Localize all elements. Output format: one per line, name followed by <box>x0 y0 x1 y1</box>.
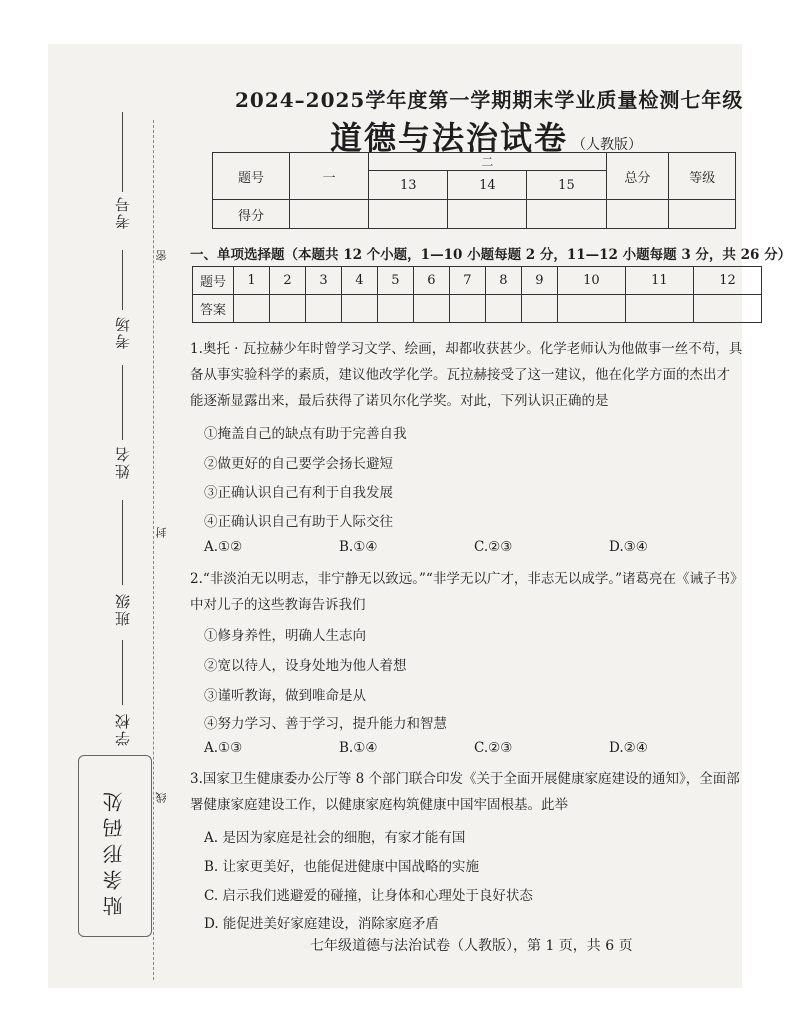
q1-line3: 能逐渐显露出来，最后获得了诺贝尔化学奖。对此，下列认识正确的是 <box>190 393 609 409</box>
score-cell-15 <box>527 200 606 229</box>
seal-word-mi: 密 <box>155 250 168 261</box>
answer-cell[interactable] <box>693 295 761 323</box>
q1-choice-d[interactable]: D.③④ <box>609 539 648 555</box>
class-line <box>122 500 123 585</box>
section1-heading: 一、单项选择题（本题共 12 个小题，1—10 小题每题 2 分，11—12 小题每题 3 分，共 26 分） <box>190 247 792 263</box>
answer-h-num: 12 <box>693 267 761 295</box>
q1-choice-b[interactable]: B.①④ <box>339 539 378 555</box>
q1-choice-c[interactable]: C.②③ <box>474 539 513 555</box>
answer-cell[interactable] <box>521 295 557 323</box>
exam-room-line <box>122 250 123 310</box>
seal-word-xian: 线 <box>155 792 168 803</box>
exam-number-line <box>122 112 123 192</box>
school-label: 学校 <box>114 712 132 746</box>
answer-h-num: 2 <box>269 267 305 295</box>
score-h-13: 13 <box>369 171 448 200</box>
score-cell-part1 <box>290 200 369 229</box>
answer-h-question: 题号 <box>193 267 234 295</box>
answer-h-num: 9 <box>521 267 557 295</box>
score-cell-13 <box>369 200 448 229</box>
score-h-14: 14 <box>448 171 527 200</box>
q1-statement-2: ②做更好的自己要学会扬长避短 <box>204 456 393 472</box>
q2-statement-3: ③谨听教诲，做到唯命是从 <box>204 688 366 704</box>
answer-h-num: 10 <box>557 267 625 295</box>
q1-statement-3: ③正确认识自己有利于自我发展 <box>204 485 393 501</box>
answer-cell[interactable] <box>449 295 485 323</box>
score-h-question: 题号 <box>213 153 290 200</box>
answer-h-num: 7 <box>449 267 485 295</box>
q1-line1: 1.奥托 · 瓦拉赫少年时曾学习文学、绘画，却都收获甚少。化学老师认为他做事一丝不苟，具 <box>190 341 743 357</box>
exam-room-label: 考场 <box>114 315 132 349</box>
q2-choice-c[interactable]: C.②③ <box>474 740 513 756</box>
answer-cell[interactable] <box>557 295 625 323</box>
q1-line2: 备从事实验科学的素质，建议他改学化学。瓦拉赫接受了这一建议，他在化学方面的杰出才 <box>190 367 730 383</box>
score-h-15: 15 <box>527 171 606 200</box>
score-h-total: 总分 <box>606 153 669 200</box>
score-cell-14 <box>448 200 527 229</box>
page-footer: 七年级道德与法治试卷（人教版），第 1 页，共 6 页 <box>310 938 633 954</box>
q3-line2: 署健康家庭建设工作，以健康家庭构筑健康中国牢固根基。此举 <box>190 797 568 813</box>
answer-h-num: 4 <box>341 267 377 295</box>
q2-choice-d[interactable]: D.②④ <box>609 740 648 756</box>
q2-line2: 中对儿子的这些教诲告诉我们 <box>190 597 366 613</box>
q2-choice-a[interactable]: A.①③ <box>204 740 243 756</box>
q3-choice-c[interactable]: C. 启示我们逃避爱的碰撞，让身体和心理处于良好状态 <box>204 888 533 904</box>
q3-choice-d[interactable]: D. 能促进美好家庭建设，消除家庭矛盾 <box>204 916 439 932</box>
question-1-stem <box>190 336 745 414</box>
exam-edition: （人教版） <box>572 137 643 153</box>
q3-line1: 3.国家卫生健康委办公厅等 8 个部门联合印发《关于全面开展健康家庭建设的通知》，全面部 <box>190 771 740 787</box>
score-h-grade: 等级 <box>669 153 736 200</box>
score-cell-total <box>606 200 669 229</box>
name-line <box>122 365 123 440</box>
q3-choice-a[interactable]: A. 是因为家庭是社会的细胞，有家才能有国 <box>204 830 466 846</box>
answer-h-num: 3 <box>305 267 341 295</box>
question-3-stem <box>190 766 745 818</box>
exam-number-label: 考号 <box>114 195 132 229</box>
answer-cell[interactable] <box>269 295 305 323</box>
score-h-part2: 二 <box>369 153 606 171</box>
q2-choices <box>204 740 734 756</box>
score-r-label: 得分 <box>213 200 290 229</box>
score-h-part1: 一 <box>290 153 369 200</box>
school-line <box>122 640 123 705</box>
answer-h-num: 5 <box>377 267 413 295</box>
answer-cell[interactable] <box>234 295 270 323</box>
answer-r-label: 答案 <box>193 295 234 323</box>
answer-h-num: 6 <box>413 267 449 295</box>
score-table <box>212 152 736 229</box>
barcode-box <box>78 755 152 937</box>
q2-choice-b[interactable]: B.①④ <box>339 740 378 756</box>
answer-h-num: 8 <box>485 267 521 295</box>
answer-cell[interactable] <box>305 295 341 323</box>
q1-statement-1: ①掩盖自己的缺点有助于完善自我 <box>204 426 407 442</box>
seal-word-feng: 封 <box>155 527 168 538</box>
q1-choice-a[interactable]: A.①② <box>204 539 243 555</box>
q1-choices <box>204 539 734 555</box>
question-2-stem <box>190 566 745 618</box>
answer-table <box>192 266 762 323</box>
class-label: 班级 <box>114 592 132 626</box>
q2-statement-1: ①修身养性，明确人生志向 <box>204 628 366 644</box>
answer-h-num: 11 <box>625 267 693 295</box>
answer-cell[interactable] <box>377 295 413 323</box>
q2-statement-4: ④努力学习、善于学习，提升能力和智慧 <box>204 716 447 732</box>
answer-cell[interactable] <box>485 295 521 323</box>
barcode-label: 贴条形码处 <box>102 786 126 916</box>
q1-statement-4: ④正确认识自己有助于人际交往 <box>204 514 393 530</box>
answer-cell[interactable] <box>413 295 449 323</box>
exam-subject: 道德与法治试卷 <box>330 119 569 157</box>
q2-line1: 2.“非淡泊无以明志，非宁静无以致远。”“非学无以广才，非志无以成学。”诸葛亮在《诫子书》 <box>190 571 744 587</box>
answer-cell[interactable] <box>625 295 693 323</box>
q2-statement-2: ②宽以待人，设身处地为他人着想 <box>204 658 407 674</box>
answer-h-num: 1 <box>234 267 270 295</box>
answer-cell[interactable] <box>341 295 377 323</box>
name-label: 姓名 <box>114 445 132 479</box>
q3-choice-b[interactable]: B. 让家更美好，也能促进健康中国战略的实施 <box>204 859 480 875</box>
exam-title-line1: 2024–2025学年度第一学期期末学业质量检测七年级 <box>235 88 744 112</box>
score-cell-grade <box>669 200 736 229</box>
